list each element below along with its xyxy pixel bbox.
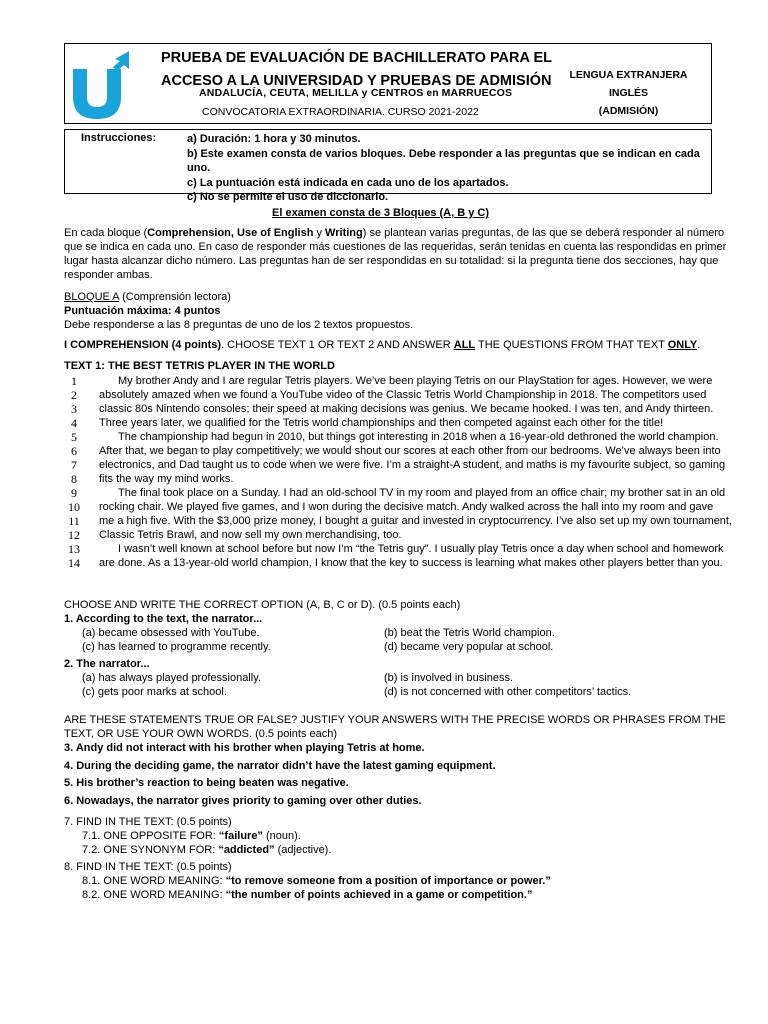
question-7-2: 7.2. ONE SYNONYM FOR: “addicted” (adjective).: [82, 844, 332, 856]
intro-line-2: que se indica en cada uno. En caso de responder más cuestiones de las requeridas, serán tenidas en cuenta las respondidas en primer: [64, 241, 727, 253]
text1-title: TEXT 1: THE BEST TETRIS PLAYER IN THE WORLD: [64, 360, 335, 372]
tf-instruction-2: TEXT, OR USE YOUR OWN WORDS. (0.5 points each): [64, 728, 338, 740]
line-number: 5: [71, 430, 77, 444]
q1-option-b: (b) beat the Tetris World champion.: [384, 627, 555, 639]
intro-line-3: lugar hasta alcanzar dicho número. Las preguntas han de ser respondidas en su totalidad: si la pregunta tiene dos secciones, hay que: [64, 255, 719, 267]
q1-option-a: (a) became obsessed with YouTube.: [82, 627, 260, 639]
exam-header: [64, 43, 712, 124]
line-number: 8: [71, 472, 77, 486]
q2-option-a: (a) has always played professionally.: [82, 672, 261, 684]
line-number: 3: [71, 402, 77, 416]
bloque-max-score: Puntuación máxima: 4 puntos: [64, 305, 221, 317]
text-line: rocking chair. We played five games, and I won during the decisive match. Andy walked across the hall into my room and gave: [99, 501, 714, 513]
line-number: 14: [68, 556, 80, 570]
line-number: 7: [71, 458, 77, 472]
intro-line-4: responder ambas.: [64, 269, 153, 281]
text-line: The championship had begun in 2010, but things got interesting in 2018 when a 16-year-old dethroned the world champion.: [118, 431, 719, 443]
question-7: 7. FIND IN THE TEXT: (0.5 points): [64, 816, 232, 828]
intro-line-1: En cada bloque (Comprehension, Use of English y Writing) se plantean varias preguntas, de las que se deberá responder al número: [64, 227, 725, 239]
question-8-2: 8.2. ONE WORD MEANING: “the number of points achieved in a game or competition.”: [82, 889, 533, 901]
question-3: 3. Andy did not interact with his brother when playing Tetris at home.: [64, 742, 425, 754]
text-line: are done. As a 13-year-old world champion, I know that the key to success is learning what makes other players better than you.: [99, 557, 723, 569]
question-7-1: 7.1. ONE OPPOSITE FOR: “failure” (noun).: [82, 830, 301, 842]
mc-instruction: CHOOSE AND WRITE THE CORRECT OPTION (A, B, C or D). (0.5 points each): [64, 599, 461, 611]
question-6: 6. Nowadays, the narrator gives priority to gaming over other duties.: [64, 795, 422, 807]
tf-instruction-1: ARE THESE STATEMENTS TRUE OR FALSE? JUSTIFY YOUR ANSWERS WITH THE PRECISE WORDS OR PHRASES FROM THE: [64, 714, 726, 726]
q2-option-d: (d) is not concerned with other competitors’ tactics.: [384, 686, 632, 698]
exam-structure-title: El examen consta de 3 Bloques (A, B y C): [272, 207, 490, 219]
comprehension-heading: I COMPREHENSION (4 points). CHOOSE TEXT 1 OR TEXT 2 AND ANSWER ALL THE QUESTIONS FROM THAT TEXT ONLY.: [64, 339, 701, 351]
question-8-1: 8.1. ONE WORD MEANING: “to remove someone from a position of importance or power.”: [82, 875, 551, 887]
text-line: My brother Andy and I are regular Tetris players. We’ve been playing Tetris on our PlayStation for ages. However, we were: [118, 375, 713, 387]
line-number: 2: [71, 388, 77, 402]
question-2: 2. The narrator...: [64, 658, 150, 670]
line-number: 1: [71, 374, 77, 388]
subject-label: LENGUA EXTRANJERA INGLÉS (ADMISIÓN): [569, 69, 688, 117]
text-line: Classic Tetris Brawl, and now sell my own merchandising, too.: [99, 529, 402, 541]
q2-option-b: (b) is involved in business.: [384, 672, 514, 684]
exam-subtitle: ANDALUCÍA, CEUTA, MELILLA y CENTROS en MARRUECOS: [199, 87, 513, 99]
question-1: 1. According to the text, the narrator...: [64, 613, 263, 625]
q2-option-c: (c) gets poor marks at school.: [82, 686, 227, 698]
line-number: 12: [68, 528, 80, 542]
text-line: Three years later, we qualified for the Tetris world championships and then competed against each other for the title!: [99, 417, 664, 429]
bloque-heading: BLOQUE A (Comprensión lectora): [64, 291, 231, 303]
text-line: classic 80s Nintendo consoles; their speed at making decisions was genius. We became hooked. I was ten, and Andy thirteen.: [99, 403, 714, 415]
line-number: 6: [71, 444, 77, 458]
text-line: After that, we began to play competitively; we would shout our scores at each other from our bedrooms. We’ve always been into: [99, 445, 721, 457]
text-line: The final took place on a Sunday. I had an old-school TV in my room and played from an office chair; my brother sat in an old: [118, 487, 726, 499]
text-line: me a high five. With the $3,000 prize money, I bought a guitar and invested in cryptocurrency. I’ve also set up my own tournament,: [99, 515, 733, 527]
question-4: 4. During the deciding game, the narrator didn’t have the latest gaming equipment.: [64, 760, 496, 772]
text-line: I wasn’t well known at school before but now I’m “the Tetris guy”. I usually play Tetris once a day when school and homework: [118, 543, 724, 555]
line-number: 4: [71, 416, 77, 430]
instructions-label: Instrucciones:: [81, 132, 157, 144]
line-number: 10: [68, 500, 80, 514]
convocatoria: CONVOCATORIA EXTRAORDINARIA. CURSO 2021-2022: [202, 106, 479, 118]
text-line: absolutely amazed when we found a YouTube video of the Classic Tetris World Championship in 2018. The competitors used: [99, 389, 707, 401]
question-5: 5. His brother’s reaction to being beaten was negative.: [64, 777, 349, 789]
line-number: 13: [68, 542, 80, 556]
q1-option-d: (d) became very popular at school.: [384, 641, 554, 653]
instructions-list: a) Duración: 1 hora y 30 minutos. b) Este examen consta de varios bloques. Debe responder a las preguntas que se indican en cada uno. c) La puntuación está indicada en cada uno de los apartados. c) No se permite el uso de diccionario.: [187, 133, 700, 203]
university-logo: [69, 47, 139, 119]
q1-option-c: (c) has learned to programme recently.: [82, 641, 271, 653]
text-line: fits the way my mind works.: [99, 473, 234, 485]
instructions-box: [64, 129, 712, 203]
line-number: 11: [68, 514, 80, 528]
line-number: 9: [71, 486, 77, 500]
exam-title: PRUEBA DE EVALUACIÓN DE BACHILLERATO PARA EL ACCESO A LA UNIVERSIDAD Y PRUEBAS DE ADMISIÓN: [161, 50, 552, 89]
question-8: 8. FIND IN THE TEXT: (0.5 points): [64, 861, 232, 873]
text-line: electronics, and Dad taught us to code when we were five. I’m a straight-A student, and maths is my favourite subject, so gaming: [99, 459, 726, 471]
bloque-note: Debe responderse a las 8 preguntas de uno de los 2 textos propuestos.: [64, 319, 414, 331]
